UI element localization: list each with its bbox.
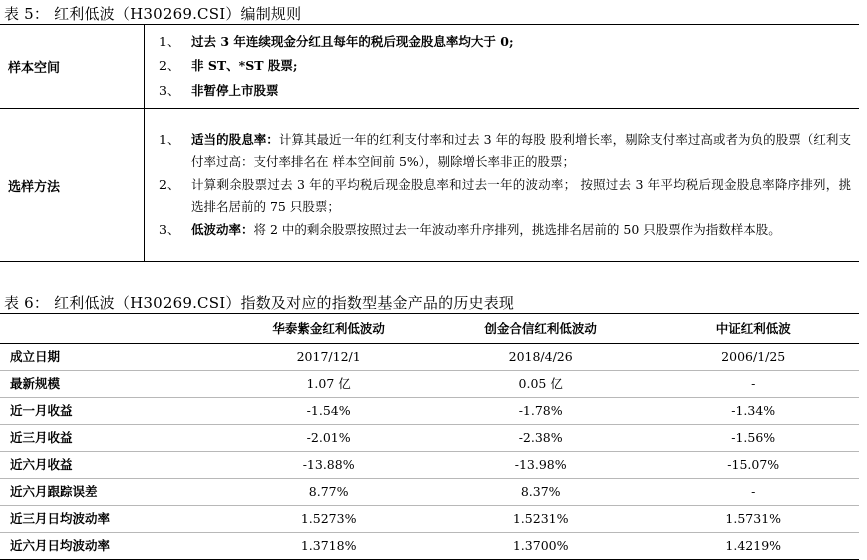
sample-space-label: 样本空间 xyxy=(0,25,145,109)
row-label: 最新规模 xyxy=(0,371,223,398)
method-item xyxy=(159,129,851,174)
table-cell: 8.37% xyxy=(434,479,648,506)
sample-space-content xyxy=(145,25,860,109)
column-header: 华泰紫金红利低波动 xyxy=(223,314,434,344)
method-item xyxy=(159,174,851,219)
selection-method-content xyxy=(145,109,860,262)
table-cell: 1.3718% xyxy=(223,533,434,560)
row-label: 近三月日均波动率 xyxy=(0,506,223,533)
table5-caption: 表 5： 红利低波（H30269.CSI）编制规则 xyxy=(4,5,302,23)
header-row xyxy=(0,314,859,344)
table-cell: 0.05 亿 xyxy=(434,371,648,398)
method-text: 计算其最近一年的红利支付率和过去 3 年的每股 股利增长率，剔除支付率过高或者为负的股票（红利支付率过高：支付率排名在 样本空间前 5%），剔除增长率非正的股票； xyxy=(191,131,851,170)
table-cell: 1.5273% xyxy=(223,506,434,533)
table-cell: 1.5231% xyxy=(434,506,648,533)
row-label: 近一月收益 xyxy=(0,398,223,425)
table-row xyxy=(0,371,859,398)
rule-text: 过去 3 年连续现金分红且每年的税后现金股息率均大于 0; xyxy=(191,33,514,49)
table-cell: -2.01% xyxy=(223,425,434,452)
rule-number: 3、 xyxy=(159,82,180,98)
rule-text: 非 ST、*ST 股票; xyxy=(191,58,298,74)
row-label: 近六月收益 xyxy=(0,452,223,479)
table-cell: 1.4219% xyxy=(647,533,859,560)
row-label: 近三月收益 xyxy=(0,425,223,452)
sample-space-row xyxy=(0,25,859,109)
table-cell: -2.38% xyxy=(434,425,648,452)
table-cell: - xyxy=(647,371,859,398)
row-label: 近六月跟踪误差 xyxy=(0,479,223,506)
row-label: 近六月日均波动率 xyxy=(0,533,223,560)
table-cell: 8.77% xyxy=(223,479,434,506)
rule-item xyxy=(159,54,851,79)
table-cell: -13.88% xyxy=(223,452,434,479)
table-cell: 2017/12/1 xyxy=(223,344,434,371)
column-header xyxy=(0,314,223,344)
method-number: 1、 xyxy=(159,131,180,147)
table-cell: -1.34% xyxy=(647,398,859,425)
rule-item xyxy=(159,30,851,55)
column-header: 创金合信红利低波动 xyxy=(434,314,648,344)
table-cell: 2018/4/26 xyxy=(434,344,648,371)
table-cell: -1.78% xyxy=(434,398,648,425)
selection-method-label: 选样方法 xyxy=(0,109,145,262)
table-cell: -13.98% xyxy=(434,452,648,479)
table-row xyxy=(0,506,859,533)
table-row xyxy=(0,398,859,425)
table-cell: -15.07% xyxy=(647,452,859,479)
table-cell: -1.56% xyxy=(647,425,859,452)
table-row xyxy=(0,452,859,479)
table-cell: 1.3700% xyxy=(434,533,648,560)
table-cell: - xyxy=(647,479,859,506)
method-text: 计算剩余股票过去 3 年的平均税后现金股息率和过去一年的波动率； 按照过去 3 年平均税后现金股息率降序排列，挑选排名居前的 75 只股票； xyxy=(191,176,851,215)
table-cell: 1.5731% xyxy=(647,506,859,533)
rule-number: 2、 xyxy=(159,58,180,74)
rule-item xyxy=(159,79,851,104)
fund-performance-table xyxy=(0,313,859,560)
table-row xyxy=(0,479,859,506)
table-cell: 1.07 亿 xyxy=(223,371,434,398)
method-number: 2、 xyxy=(159,176,180,192)
table-row xyxy=(0,533,859,560)
rule-text: 非暂停上市股票 xyxy=(191,82,279,98)
method-item xyxy=(159,219,851,242)
table-row xyxy=(0,344,859,371)
table-cell: 2006/1/25 xyxy=(647,344,859,371)
column-header: 中证红利低波 xyxy=(647,314,859,344)
method-number: 3、 xyxy=(159,221,180,237)
row-label: 成立日期 xyxy=(0,344,223,371)
method-text: 将 2 中的剩余股票按照过去一年波动率升序排列，挑选排名居前的 50 只股票作为指数样本股。 xyxy=(253,221,781,237)
index-rules-table xyxy=(0,24,859,262)
rule-number: 1、 xyxy=(159,33,180,49)
selection-method-row xyxy=(0,109,859,262)
table-cell: -1.54% xyxy=(223,398,434,425)
method-title: 适当的股息率： xyxy=(191,131,279,147)
table6-caption: 表 6： 红利低波（H30269.CSI）指数及对应的指数型基金产品的历史表现 xyxy=(4,294,515,312)
table-row xyxy=(0,425,859,452)
method-title: 低波动率： xyxy=(191,221,254,237)
